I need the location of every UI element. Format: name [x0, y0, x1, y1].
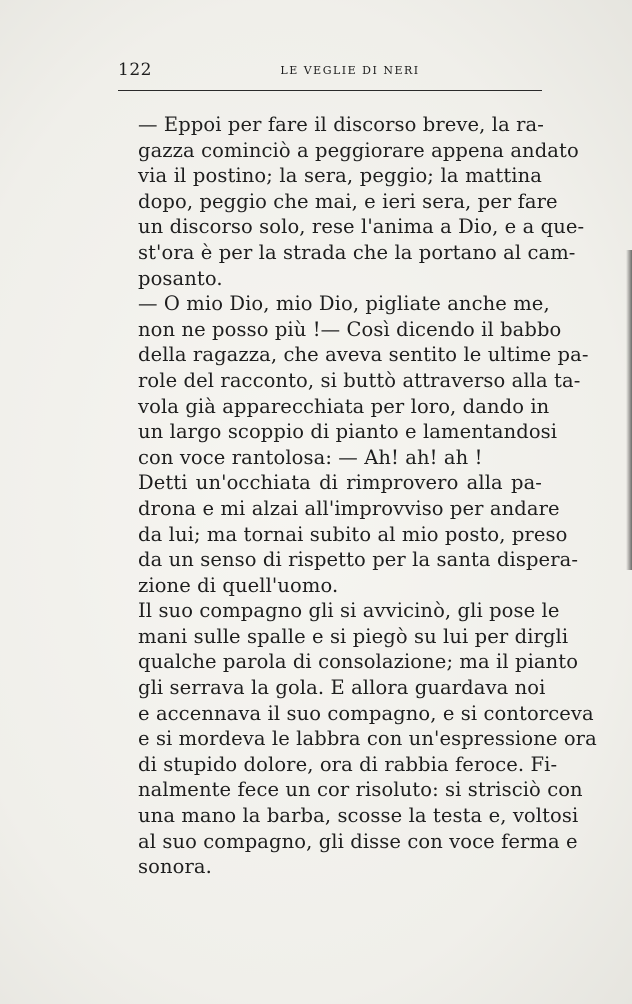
text-line: e si mordeva le labbra con un'espressione ora	[138, 727, 597, 751]
text-line: st'ora è per la strada che la portano al cam-	[138, 240, 576, 264]
header-rule	[118, 90, 542, 91]
text-line: dopo, peggio che mai, e ieri sera, per fare	[138, 189, 558, 213]
page-header	[118, 60, 542, 82]
paragraph	[116, 470, 579, 598]
text-line: — Eppoi per fare il discorso breve, la ra-	[138, 113, 544, 136]
paragraph	[116, 598, 597, 880]
text-line: role del racconto, si buttò attraverso alla ta-	[138, 368, 581, 392]
page-edge-shadow	[626, 250, 632, 570]
text-line: da lui; ma tornai subito al mio posto, preso	[138, 522, 568, 546]
text-line: di stupido dolore, ora di rabbia feroce. Fi-	[138, 752, 558, 776]
text-line: mani sulle spalle e si piegò su lui per dirgli	[138, 624, 569, 648]
paragraph	[116, 291, 589, 470]
paragraph	[116, 112, 585, 291]
text-line: della ragazza, che aveva sentito le ultime pa-	[138, 343, 589, 367]
text-line: zione di quell'uomo.	[138, 573, 339, 597]
text-line: — O mio Dio, mio Dio, pigliate anche me,	[138, 292, 550, 316]
text-line: al suo compagno, gli disse con voce ferma e	[138, 829, 578, 853]
body-text	[116, 112, 597, 880]
text-line: un largo scoppio di pianto e lamentandosi	[138, 420, 558, 444]
text-line: via il postino; la sera, peggio; la mattina	[138, 164, 542, 188]
text-line: gazza cominciò a peggiorare appena andato	[138, 138, 579, 162]
text-line: sonora.	[138, 855, 212, 879]
text-line: da un senso di rispetto per la santa dispera-	[138, 548, 579, 572]
text-line: drona e mi alzai all'improvviso per andare	[138, 496, 560, 520]
text-line: con voce rantolosa: — Ah! ah! ah !	[138, 445, 483, 469]
text-line: una mano la barba, scosse la testa e, voltosi	[138, 804, 579, 828]
text-line: gli serrava la gola. E allora guardava noi	[138, 676, 546, 700]
text-line: e accennava il suo compagno, e si contorceva	[138, 701, 594, 725]
text-line: vola già apparecchiata per loro, dando in	[138, 394, 550, 418]
text-line: posanto.	[138, 266, 223, 290]
text-line: Detti un'occhiata di rimprovero alla pa-	[138, 471, 542, 495]
running-title: LE VEGLIE DI NERI	[280, 64, 420, 77]
page-number: 122	[118, 60, 152, 80]
text-line: nalmente fece un cor risoluto: si strisciò con	[138, 778, 583, 802]
text-line: un discorso solo, rese l'anima a Dio, e a que-	[138, 215, 585, 239]
text-line: qualche parola di consolazione; ma il pianto	[138, 650, 579, 674]
text-line: non ne posso più !— Così dicendo il babbo	[138, 317, 562, 341]
text-line: Il suo compagno gli si avvicinò, gli pose le	[138, 599, 560, 623]
